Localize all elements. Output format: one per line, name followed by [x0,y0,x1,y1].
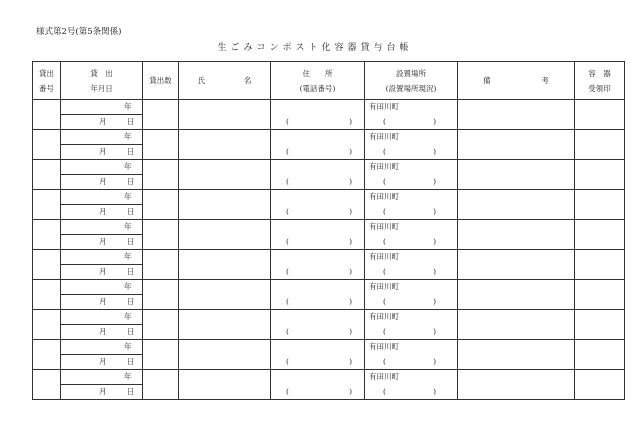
year-label: 年 [124,252,132,261]
receipt-seal-cell[interactable] [575,220,625,250]
header-container-receipt-seal: 容 器 受領印 [575,62,625,100]
year-label: 年 [124,312,132,321]
name-cell[interactable] [179,220,271,250]
town-label: 有田川町 [369,342,399,351]
town-label: 有田川町 [369,312,399,321]
remarks-cell[interactable] [458,250,575,280]
month-label: 月 [99,207,107,216]
paren-close: ) [433,116,436,126]
loan-number-cell[interactable] [33,310,61,340]
name-cell[interactable] [179,130,271,160]
location-condition-cell[interactable] [365,355,458,370]
paren-open: ( [286,206,289,216]
month-label: 月 [99,327,107,336]
address-cell[interactable] [271,370,365,385]
install-location-cell[interactable] [365,370,458,385]
paren-open: ( [383,386,386,396]
paren-close: ) [349,266,352,276]
install-location-cell[interactable] [365,280,458,295]
year-label: 年 [124,102,132,111]
loan-number-cell[interactable] [33,280,61,310]
phone-cell[interactable] [271,385,365,400]
address-cell[interactable] [271,160,365,175]
quantity-cell[interactable] [143,220,179,250]
day-label: 日 [127,387,135,396]
year-label: 年 [124,342,132,351]
year-label: 年 [124,222,132,231]
quantity-cell[interactable] [143,190,179,220]
name-cell[interactable] [179,190,271,220]
paren-open: ( [286,146,289,156]
month-label: 月 [99,297,107,306]
loan-number-cell[interactable] [33,130,61,160]
loan-date-month-day-cell[interactable] [61,355,143,370]
month-label: 月 [99,387,107,396]
month-label: 月 [99,177,107,186]
paren-close: ) [433,296,436,306]
ledger-row-upper [33,250,625,265]
day-label: 日 [127,357,135,366]
name-cell[interactable] [179,340,271,370]
paren-close: ) [349,356,352,366]
paren-open: ( [383,236,386,246]
loan-date-month-day-cell[interactable] [61,265,143,280]
paren-close: ) [433,176,436,186]
remarks-cell[interactable] [458,220,575,250]
address-cell[interactable] [271,280,365,295]
month-label: 月 [99,357,107,366]
paren-open: ( [383,176,386,186]
loan-date-year-cell[interactable] [61,280,143,295]
paren-open: ( [383,326,386,336]
remarks-cell[interactable] [458,340,575,370]
ledger-row-upper [33,340,625,355]
name-cell[interactable] [179,310,271,340]
paren-close: ) [433,146,436,156]
town-label: 有田川町 [369,252,399,261]
loan-date-year-cell[interactable] [61,310,143,325]
loan-date-month-day-cell[interactable] [61,325,143,340]
day-label: 日 [127,297,135,306]
location-condition-cell[interactable] [365,295,458,310]
paren-open: ( [286,326,289,336]
year-label: 年 [124,282,132,291]
receipt-seal-cell[interactable] [575,160,625,190]
paren-close: ) [349,236,352,246]
quantity-cell[interactable] [143,100,179,130]
name-cell[interactable] [179,250,271,280]
day-label: 日 [127,237,135,246]
day-label: 日 [127,177,135,186]
phone-cell[interactable] [271,235,365,250]
loan-date-month-day-cell[interactable] [61,385,143,400]
month-label: 月 [99,117,107,126]
paren-close: ) [349,146,352,156]
quantity-cell[interactable] [143,370,179,400]
ledger-row-upper [33,130,625,145]
loan-number-cell[interactable] [33,220,61,250]
address-cell[interactable] [271,220,365,235]
loan-date-year-cell[interactable] [61,100,143,115]
receipt-seal-cell[interactable] [575,370,625,400]
town-label: 有田川町 [369,102,399,111]
install-location-cell[interactable] [365,310,458,325]
town-label: 有田川町 [369,372,399,381]
paren-open: ( [383,356,386,366]
install-location-cell[interactable] [365,130,458,145]
paren-open: ( [286,356,289,366]
ledger-row-upper [33,100,625,115]
loan-date-year-cell[interactable] [61,190,143,205]
paren-close: ) [349,326,352,336]
year-label: 年 [124,132,132,141]
ledger-row-upper [33,190,625,205]
name-cell[interactable] [179,370,271,400]
day-label: 日 [127,267,135,276]
paren-open: ( [286,296,289,306]
phone-cell[interactable] [271,355,365,370]
loan-date-month-day-cell[interactable] [61,295,143,310]
address-cell[interactable] [271,100,365,115]
remarks-cell[interactable] [458,280,575,310]
location-condition-cell[interactable] [365,115,458,130]
quantity-cell[interactable] [143,280,179,310]
day-label: 日 [127,327,135,336]
paren-open: ( [286,236,289,246]
month-label: 月 [99,267,107,276]
phone-cell[interactable] [271,175,365,190]
paren-close: ) [433,206,436,216]
town-label: 有田川町 [369,222,399,231]
remarks-cell[interactable] [458,190,575,220]
paren-close: ) [433,326,436,336]
name-cell[interactable] [179,160,271,190]
ledger-row-upper [33,280,625,295]
ledger-row-upper [33,160,625,175]
paren-open: ( [286,116,289,126]
loan-date-year-cell[interactable] [61,370,143,385]
paren-close: ) [349,386,352,396]
remarks-cell[interactable] [458,160,575,190]
quantity-cell[interactable] [143,250,179,280]
loan-date-month-day-cell[interactable] [61,235,143,250]
phone-cell[interactable] [271,115,365,130]
phone-cell[interactable] [271,145,365,160]
paren-open: ( [286,386,289,396]
quantity-cell[interactable] [143,310,179,340]
loan-number-cell[interactable] [33,160,61,190]
receipt-seal-cell[interactable] [575,340,625,370]
remarks-cell[interactable] [458,370,575,400]
header-loan-date: 貸 出 年月日 [61,62,143,100]
phone-cell[interactable] [271,325,365,340]
year-label: 年 [124,162,132,171]
location-condition-cell[interactable] [365,145,458,160]
day-label: 日 [127,117,135,126]
paren-close: ) [433,236,436,246]
header-remarks: 備 考 [458,62,575,100]
phone-cell[interactable] [271,205,365,220]
location-condition-cell[interactable] [365,175,458,190]
address-cell[interactable] [271,250,365,265]
header-loan-number: 貸出 番号 [33,62,61,100]
paren-close: ) [433,356,436,366]
loan-number-cell[interactable] [33,370,61,400]
remarks-cell[interactable] [458,130,575,160]
header-install-location: 設置場所 (設置場所現況) [365,62,458,100]
ledger-table [32,61,625,400]
loan-date-month-day-cell[interactable] [61,115,143,130]
header-name: 氏 名 [179,62,271,100]
town-label: 有田川町 [369,192,399,201]
paren-open: ( [286,266,289,276]
loan-number-cell[interactable] [33,250,61,280]
paren-close: ) [433,386,436,396]
paren-close: ) [349,176,352,186]
ledger-row-upper [33,370,625,385]
month-label: 月 [99,237,107,246]
quantity-cell[interactable] [143,160,179,190]
location-condition-cell[interactable] [365,325,458,340]
loan-number-cell[interactable] [33,190,61,220]
day-label: 日 [127,207,135,216]
paren-open: ( [286,176,289,186]
address-cell[interactable] [271,310,365,325]
quantity-cell[interactable] [143,340,179,370]
paren-close: ) [349,116,352,126]
address-cell[interactable] [271,190,365,205]
install-location-cell[interactable] [365,250,458,265]
paren-close: ) [433,266,436,276]
loan-date-year-cell[interactable] [61,160,143,175]
document-title: 生ごみコンポスト化容器貸与台帳 [217,43,413,53]
location-condition-cell[interactable] [365,205,458,220]
address-cell[interactable] [271,340,365,355]
quantity-cell[interactable] [143,130,179,160]
header-quantity: 貸出数 [143,62,179,100]
receipt-seal-cell[interactable] [575,280,625,310]
year-label: 年 [124,192,132,201]
paren-close: ) [349,206,352,216]
phone-cell[interactable] [271,265,365,280]
receipt-seal-cell[interactable] [575,250,625,280]
loan-date-year-cell[interactable] [61,220,143,235]
paren-open: ( [383,296,386,306]
install-location-cell[interactable] [365,190,458,205]
form-reference: 様式第2号(第5条関係) [36,27,122,37]
location-condition-cell[interactable] [365,235,458,250]
ledger-row-upper [33,220,625,235]
phone-cell[interactable] [271,295,365,310]
town-label: 有田川町 [369,162,399,171]
loan-number-cell[interactable] [33,100,61,130]
town-label: 有田川町 [369,132,399,141]
loan-date-month-day-cell[interactable] [61,145,143,160]
location-condition-cell[interactable] [365,385,458,400]
header-address: 住 所 (電話番号) [271,62,365,100]
install-location-cell[interactable] [365,100,458,115]
loan-number-cell[interactable] [33,340,61,370]
install-location-cell[interactable] [365,340,458,355]
paren-open: ( [383,206,386,216]
year-label: 年 [124,372,132,381]
remarks-cell[interactable] [458,100,575,130]
paren-open: ( [383,116,386,126]
receipt-seal-cell[interactable] [575,310,625,340]
install-location-cell[interactable] [365,160,458,175]
loan-date-month-day-cell[interactable] [61,175,143,190]
remarks-cell[interactable] [458,310,575,340]
install-location-cell[interactable] [365,220,458,235]
receipt-seal-cell[interactable] [575,130,625,160]
receipt-seal-cell[interactable] [575,190,625,220]
name-cell[interactable] [179,100,271,130]
header-row [33,62,625,100]
day-label: 日 [127,147,135,156]
loan-date-month-day-cell[interactable] [61,205,143,220]
paren-open: ( [383,146,386,156]
loan-date-year-cell[interactable] [61,250,143,265]
receipt-seal-cell[interactable] [575,100,625,130]
name-cell[interactable] [179,280,271,310]
paren-close: ) [349,296,352,306]
location-condition-cell[interactable] [365,265,458,280]
ledger-row-upper [33,310,625,325]
loan-date-year-cell[interactable] [61,130,143,145]
loan-date-year-cell[interactable] [61,340,143,355]
paren-open: ( [383,266,386,276]
address-cell[interactable] [271,130,365,145]
month-label: 月 [99,147,107,156]
town-label: 有田川町 [369,282,399,291]
